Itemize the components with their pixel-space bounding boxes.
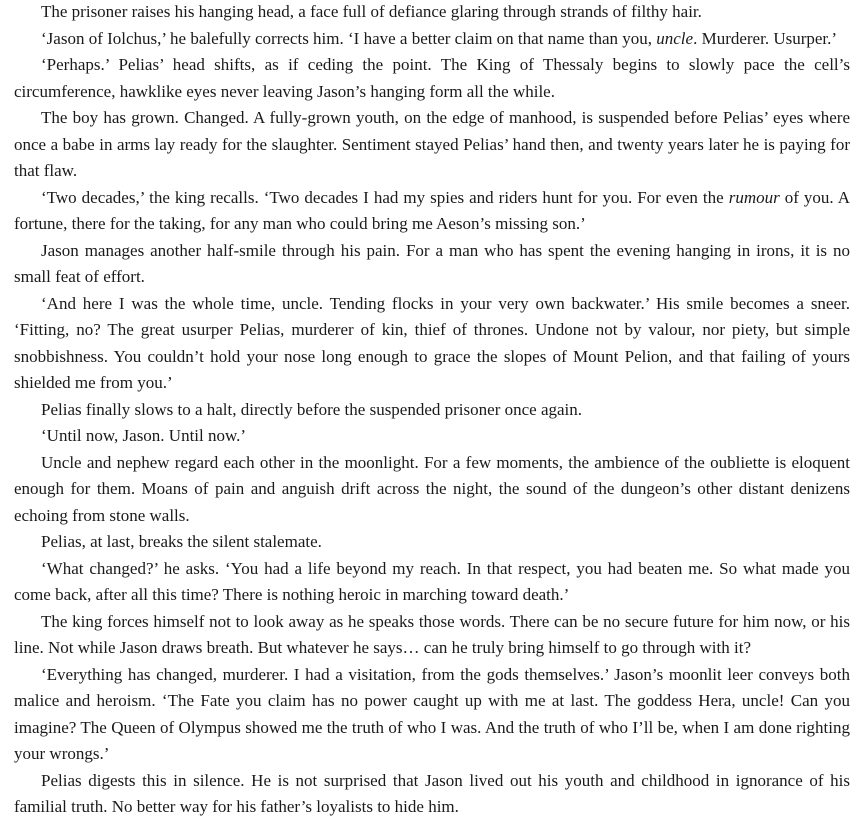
paragraph-text: ‘Until now, Jason. Until now.’ <box>41 426 247 445</box>
paragraph-4 <box>14 105 850 185</box>
paragraph-text: ‘Everything has changed, murderer. I had a visitation, from the gods themselves.’ Jason’s moonlit leer conveys both malice and heroism. ‘The Fate you claim has no power caught up with me at last. The goddess Hera, uncle! Can you imagine? The Queen of Olympus showed me the truth of who I was. And the truth of who I’ll be, when I am done righting your wrongs.’ <box>14 664 850 763</box>
paragraph-text: The king forces himself not to look away as he speaks those words. There can be no secure future for him now, or his line. Not while Jason draws breath. But whatever he says… can he truly bring himself to go through with it? <box>14 611 850 657</box>
paragraph-3 <box>14 52 850 105</box>
paragraph-15 <box>14 768 850 821</box>
paragraph-text: The boy has grown. Changed. A fully-grown youth, on the edge of manhood, is suspended before Pelias’ eyes where once a babe in arms lay ready for the slaughter. Sentiment stayed Pelias’ hand then, and twenty years later he is paying for that flaw. <box>14 108 850 180</box>
paragraph-10 <box>14 450 850 530</box>
paragraph-7 <box>14 291 850 397</box>
paragraph-text: ‘Two decades,’ the king recalls. ‘Two decades I had my spies and riders hunt for you. For even the <box>41 187 729 207</box>
paragraph-text: Pelias finally slows to a halt, directly before the suspended prisoner once again. <box>41 399 583 419</box>
paragraph-text: ‘And here I was the whole time, uncle. Tending flocks in your very own backwater.’ His smile becomes a sneer. ‘Fitting, no? The great usurper Pelias, murderer of kin, thief of thrones. Undone not by valour, nor piety, but simple snobbishness. You couldn’t hold your nose long enough to grace the slopes of Mount Pelion, and that failing of yours shielded me from you.’ <box>14 293 850 392</box>
paragraph-14 <box>14 662 850 768</box>
paragraph-text: Pelias digests this in silence. He is not surprised that Jason lived out his youth and childhood in ignorance of his familial truth. No better way for his father’s loyalists to hide him. <box>14 770 850 816</box>
paragraph-text: ‘Perhaps.’ Pelias’ head shifts, as if ceding the point. The King of Thessaly begins to slowly pace the cell’s circumference, hawklike eyes never leaving Jason’s hanging form all the while. <box>14 55 850 101</box>
italic-text: rumour <box>728 187 780 207</box>
paragraph-8 <box>14 397 850 424</box>
paragraph-13 <box>14 609 850 662</box>
paragraph-text: ‘What changed?’ he asks. ‘You had a life beyond my reach. In that respect, you had beaten me. So what made you come back, after all this time? There is nothing heroic in marching toward death.’ <box>14 558 850 604</box>
paragraph-2 <box>14 26 850 53</box>
paragraph-11 <box>14 529 850 556</box>
paragraph-text: Uncle and nephew regard each other in the moonlight. For a few moments, the ambience of the oubliette is eloquent enough for them. Moans of pain and anguish drift across the night, the sound of the dungeon’s other distant denizens echoing from stone walls. <box>14 452 850 525</box>
paragraph-text: of you. A fortune, there for the taking, for any man who could bring me Aeson’s missing son.’ <box>14 187 850 233</box>
paragraph-12 <box>14 556 850 609</box>
paragraph-text: The prisoner raises his hanging head, a face full of defiance glaring through strands of filthy hair. <box>41 2 702 21</box>
italic-text: uncle <box>656 28 694 48</box>
paragraph-text: . Murderer. Usurper.’ <box>693 28 838 48</box>
paragraph-text: Jason manages another half-smile through his pain. For a man who has spent the evening hanging in irons, it is no small feat of effort. <box>14 240 850 286</box>
paragraph-6 <box>14 238 850 291</box>
paragraph-5 <box>14 185 850 238</box>
paragraph-9 <box>14 423 850 450</box>
paragraph-text: ‘Jason of Iolchus,’ he balefully corrects him. ‘I have a better claim on that name than you, <box>41 28 657 48</box>
paragraph-text: Pelias, at last, breaks the silent stalemate. <box>41 532 322 551</box>
paragraph-1 <box>14 0 850 26</box>
